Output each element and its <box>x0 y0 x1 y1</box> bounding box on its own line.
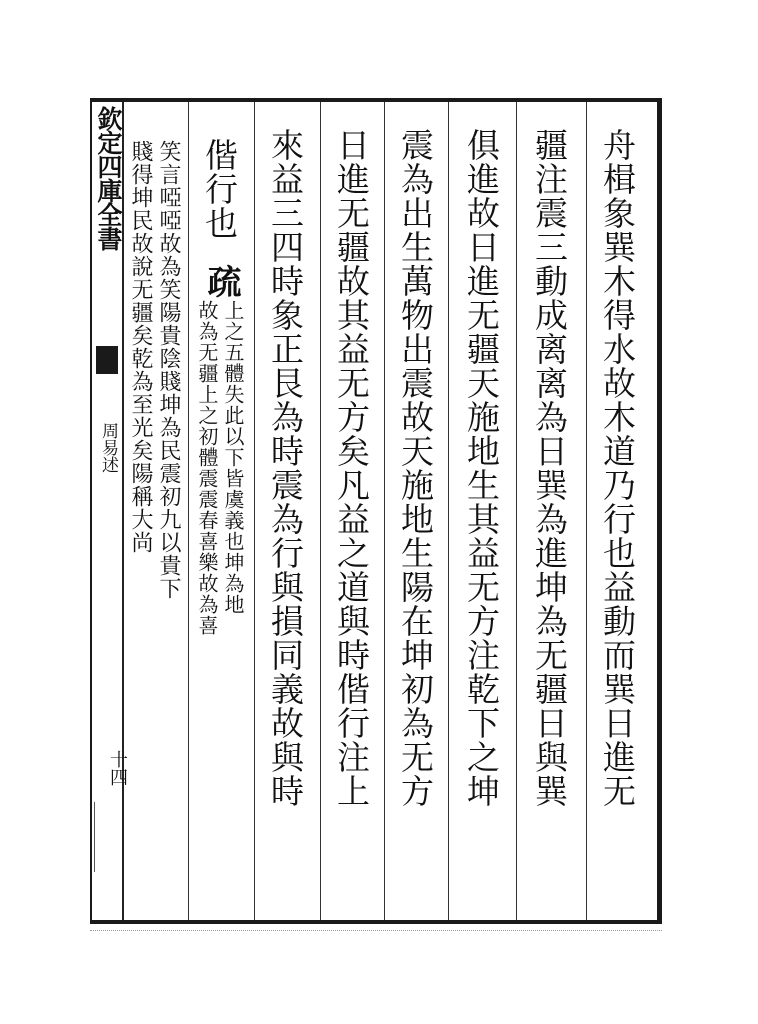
commentary-marker: 疏 <box>201 264 241 299</box>
margin-tick <box>94 802 103 872</box>
margin-title: 欽定四庫全書 <box>94 106 123 250</box>
column-divider <box>320 102 321 920</box>
text-column-6: 來益三四時象正艮為時震為行與損同義故與時 <box>266 128 305 808</box>
text-column-7: 偕行也 <box>200 138 239 240</box>
margin-strip <box>92 102 128 920</box>
text-column-1: 舟楫象巽木得水故木道乃行也益動而巽日進无 <box>598 128 637 808</box>
text-column-4: 震為出生萬物出震故天施地生陽在坤初為无方 <box>396 128 435 808</box>
text-column-3: 俱進故日進无疆天施地生其益无方注乾下之坤 <box>462 128 501 808</box>
column-divider <box>188 102 189 920</box>
commentary-left-line: 賤得坤民故說无疆矣乾為至光矣陽稱大尚 <box>128 140 153 554</box>
column-divider <box>254 102 255 920</box>
fishtail-mark <box>96 346 118 374</box>
page-edge <box>90 930 662 937</box>
margin-volume: 周易述 <box>98 422 118 473</box>
text-column-5: 日進无疆故其益无方矣凡益之道與時偕行注上 <box>332 128 371 808</box>
column-divider <box>586 102 587 920</box>
commentary-left-line: 故為无疆上之初體震震春喜樂故為喜 <box>195 300 219 636</box>
column-divider <box>384 102 385 920</box>
margin-page-number: 十四 <box>107 750 128 786</box>
commentary-right-line: 笑言啞啞故為笑陽貴陰賤坤為民震初九以貴下 <box>156 140 181 600</box>
column-divider <box>448 102 449 920</box>
text-column-2: 疆注震三動成离离為日巽為進坤為无疆日與巽 <box>530 128 569 808</box>
column-divider <box>516 102 517 920</box>
commentary-right-line: 上之五體失此以下皆虞義也坤為地 <box>221 300 245 615</box>
